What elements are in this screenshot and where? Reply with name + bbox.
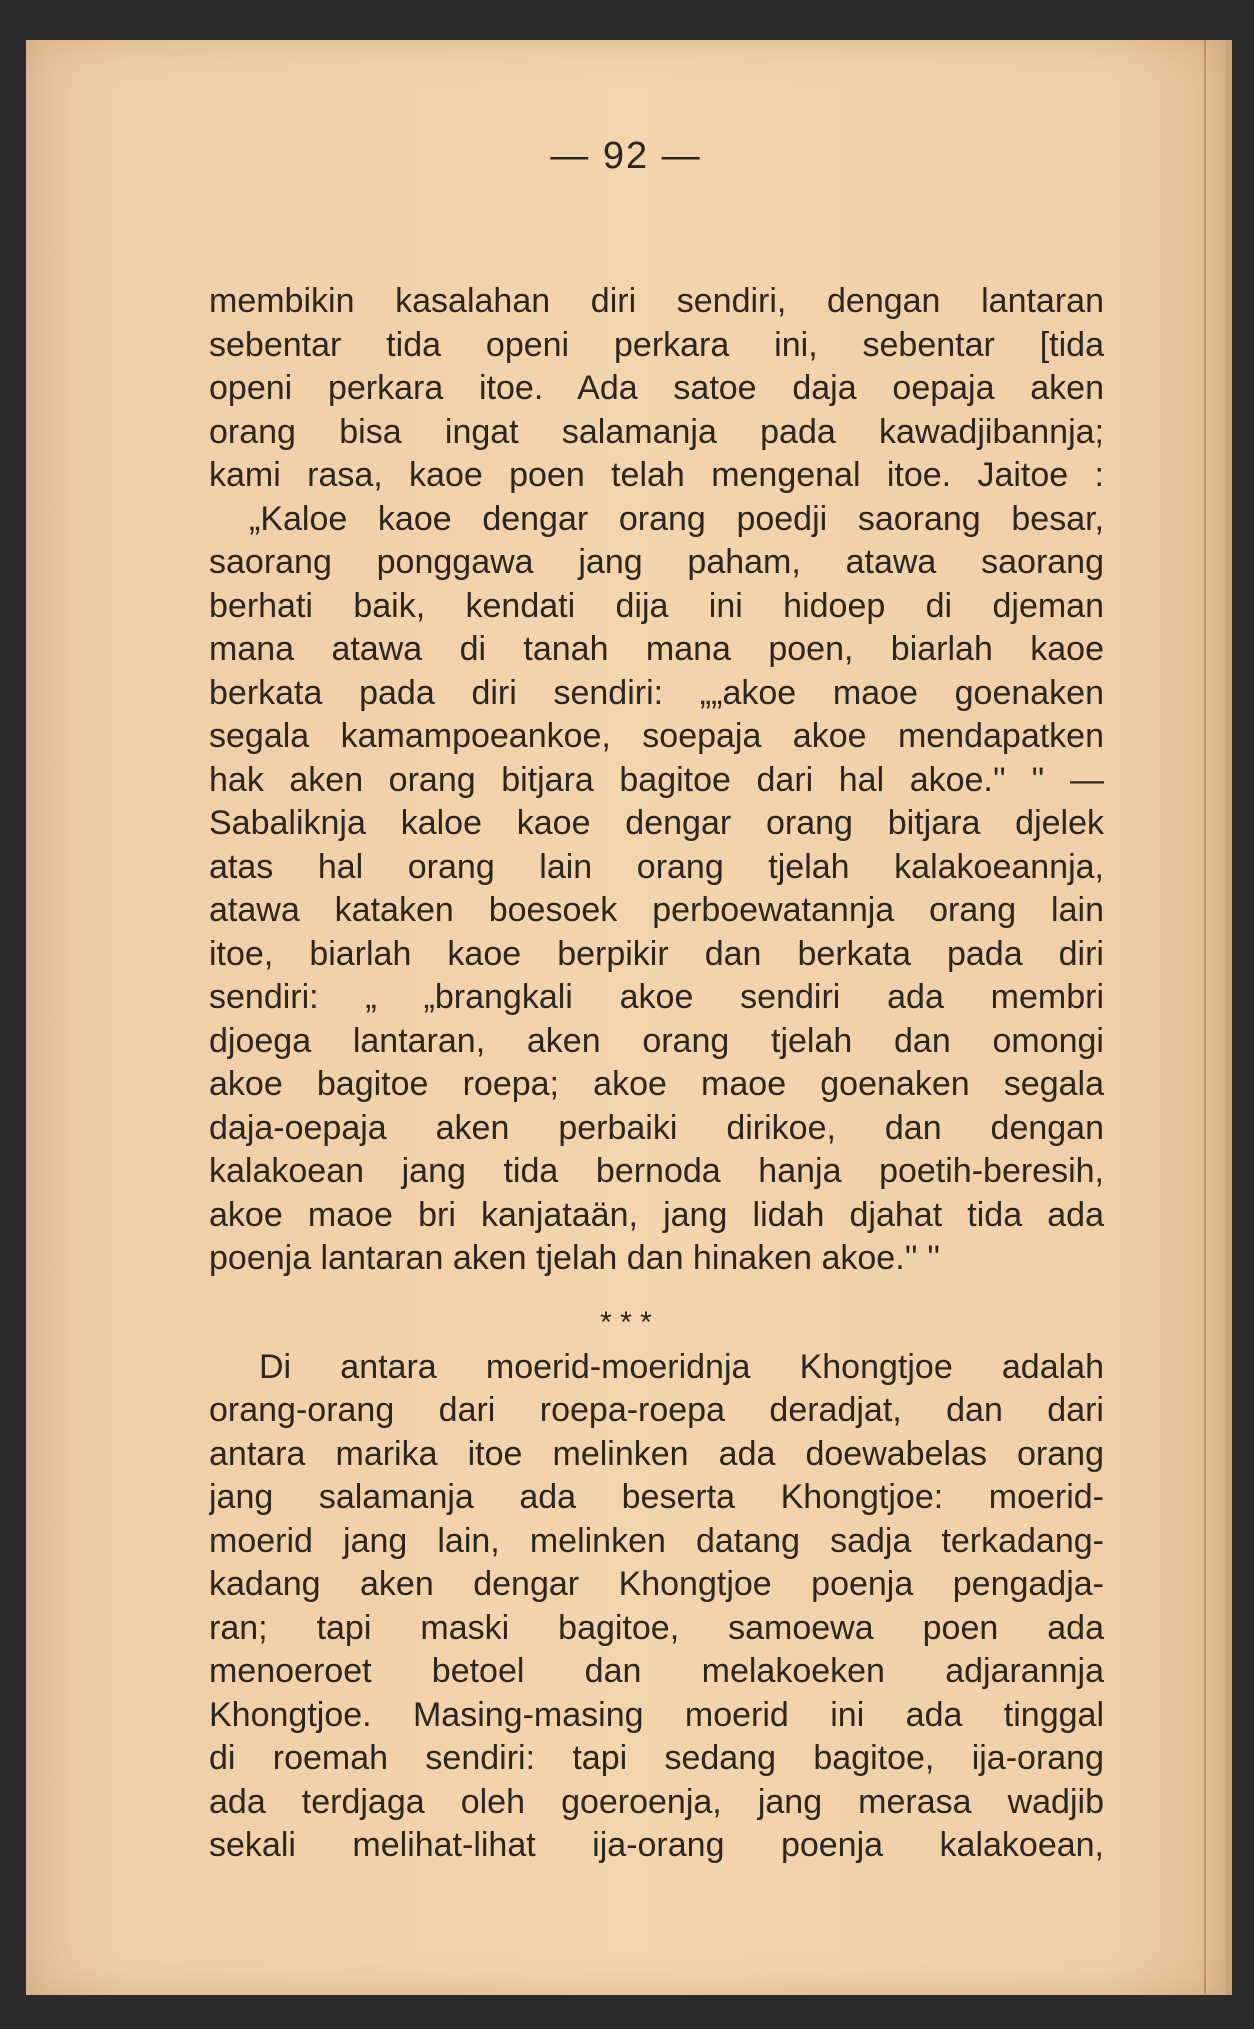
text-line: atas hal orang lain orang tjelah kalakoeannja, — [209, 847, 1104, 886]
text-line: djoega lantaran, aken orang tjelah dan omongi — [209, 1021, 1104, 1060]
text-line: sendiri: „ „brangkali akoe sendiri ada membri — [209, 978, 1104, 1016]
text-line: mana atawa di tanah mana poen, biarlah kaoe — [209, 630, 1104, 668]
text-line: kalakoean jang tida bernoda hanja poetih-beresih, — [209, 1152, 1104, 1190]
text-line: berkata pada diri sendiri: „„akoe maoe goenaken — [209, 673, 1104, 712]
text-line: antara marika itoe melinken ada doewabelas orang — [209, 1434, 1104, 1473]
text-line: ada terdjaga oleh goeroenja, jang merasa wadjib — [209, 1782, 1104, 1821]
text-line: daja-oepaja aken perbaiki dirikoe, dan dengan — [209, 1108, 1104, 1147]
text-line: kami rasa, kaoe poen telah mengenal itoe. Jaitoe : — [209, 456, 1104, 494]
text-line: kadang aken dengar Khongtjoe poenja pengadja- — [209, 1565, 1104, 1603]
text-line: di roemah sendiri: tapi sedang bagitoe, ija-orang — [209, 1739, 1104, 1777]
book-page — [26, 40, 1232, 1995]
text-line: itoe, biarlah kaoe berpikir dan berkata pada diri — [209, 934, 1104, 973]
text-line: Khongtjoe. Masing-masing moerid ini ada tinggal — [209, 1695, 1104, 1734]
page-edge — [1204, 40, 1206, 1995]
text-line: berhati baik, kendati dija ini hidoep di djeman — [209, 586, 1104, 625]
text-line: membikin kasalahan diri sendiri, dengan lantaran — [209, 282, 1104, 320]
text-line: moerid jang lain, melinken datang sadja terkadang- — [209, 1521, 1104, 1560]
text-line: segala kamampoeankoe, soepaja akoe mendapatken — [209, 717, 1104, 755]
text-line: sekali melihat-lihat ija-orang poenja kalakoean, — [209, 1826, 1104, 1864]
section-separator: * * * — [600, 1306, 652, 1339]
text-line: jang salamanja ada beserta Khongtjoe: moerid- — [209, 1478, 1104, 1516]
text-line: orang-orang dari roepa-roepa deradjat, dan dari — [209, 1391, 1104, 1429]
text-line: akoe bagitoe roepa; akoe maoe goenaken segala — [209, 1065, 1104, 1103]
text-line: ran; tapi maski bagitoe, samoewa poen ada — [209, 1608, 1104, 1647]
text-line: sebentar tida openi perkara ini, sebentar [tida — [209, 325, 1104, 364]
text-line: hak aken orang bitjara bagitoe dari hal akoe.'' '' — — [209, 760, 1104, 799]
text-line: poenja lantaran aken tjelah dan hinaken akoe.'' '' — [209, 1239, 941, 1277]
text-line: akoe maoe bri kanjataän, jang lidah djahat tida ada — [209, 1195, 1104, 1234]
text-line: menoeroet betoel dan melakoeken adjarannja — [209, 1652, 1104, 1690]
text-line: orang bisa ingat salamanja pada kawadjibannja; — [209, 412, 1104, 451]
text-line: atawa kataken boesoek perboewatannja orang lain — [209, 891, 1104, 929]
text-line: openi perkara itoe. Ada satoe daja oepaja aken — [209, 369, 1104, 407]
page-number: — 92 — — [550, 135, 702, 177]
page-text — [209, 280, 1104, 1868]
text-line: „Kaloe kaoe dengar orang poedji saorang besar, — [249, 499, 1104, 538]
text-line: Sabaliknja kaloe kaoe dengar orang bitjara djelek — [209, 804, 1104, 842]
text-line: Di antara moerid-moeridnja Khongtjoe adalah — [259, 1347, 1104, 1386]
text-line: saorang ponggawa jang paham, atawa saorang — [209, 543, 1104, 581]
